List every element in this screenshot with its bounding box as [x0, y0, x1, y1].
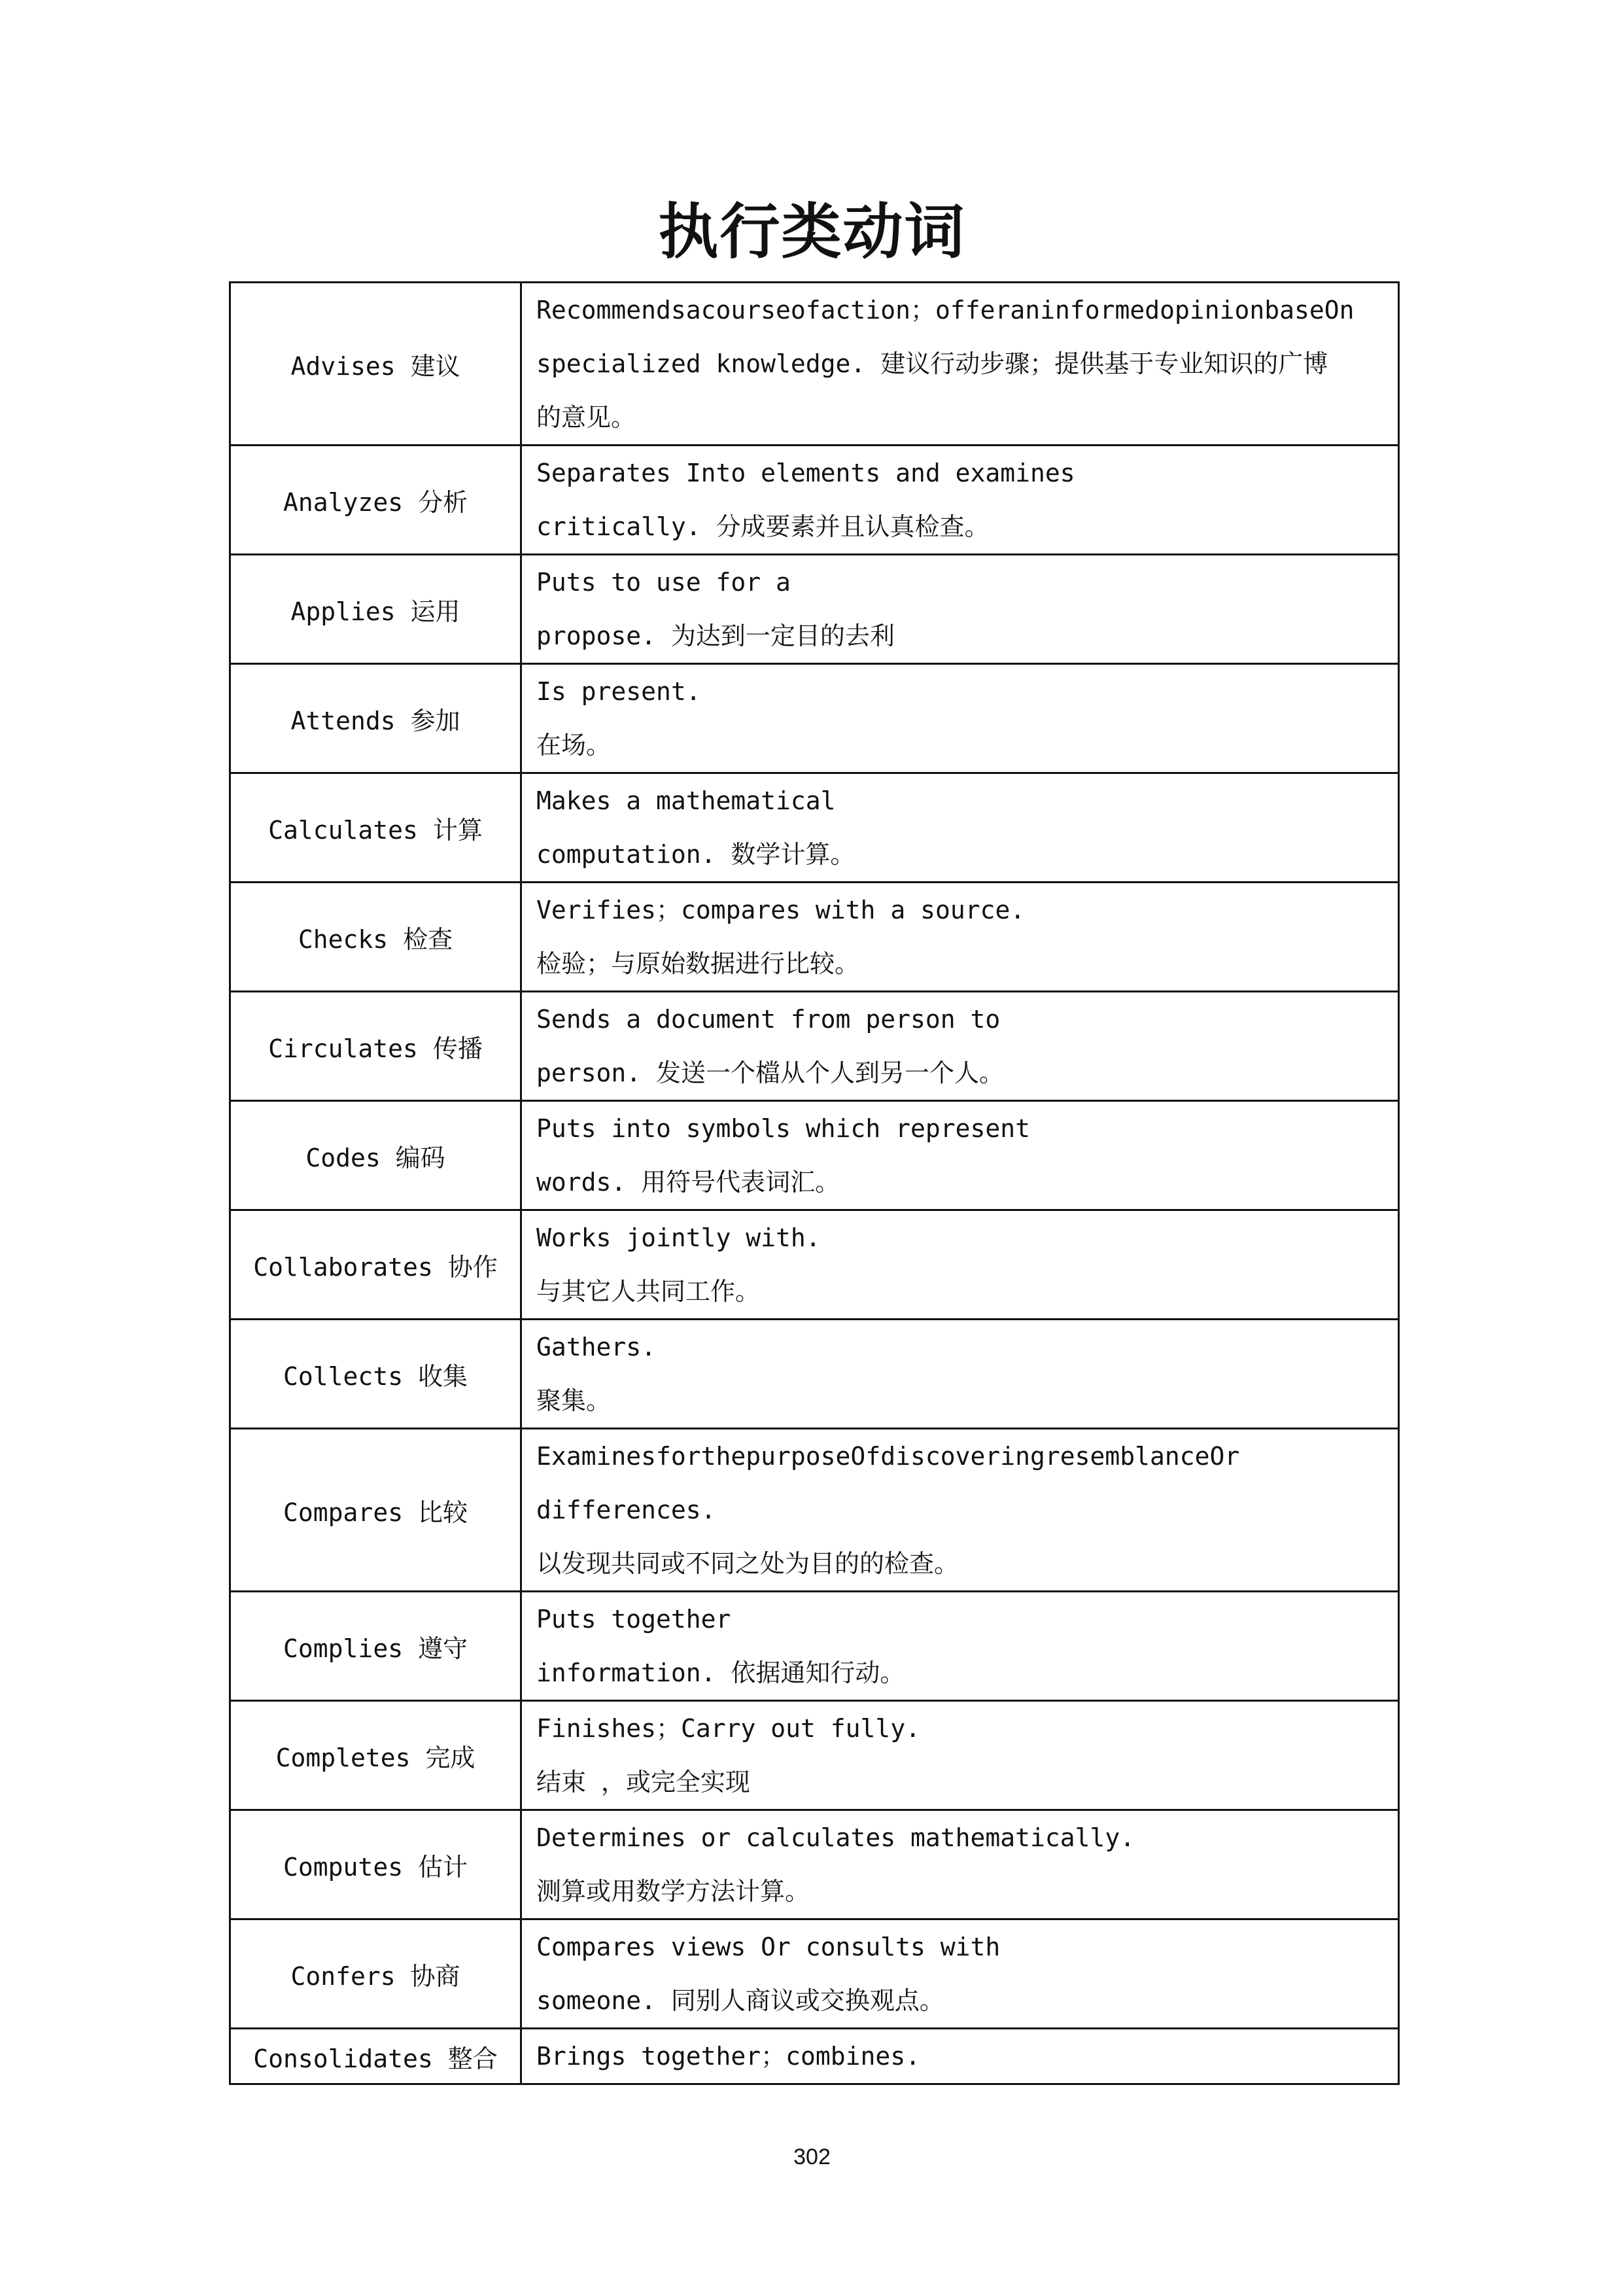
- definition-line: Is present.: [536, 677, 701, 706]
- verb-term: Advises 建议: [230, 283, 521, 446]
- verb-term: Completes 完成: [230, 1701, 521, 1810]
- verb-definition: [521, 1320, 1399, 1429]
- verb-term: Circulates 传播: [230, 992, 521, 1101]
- table-row: [230, 1210, 1399, 1320]
- table-row: [230, 664, 1399, 773]
- definition-line: Puts to use for a: [536, 568, 791, 597]
- verb-term: Applies 运用: [230, 555, 521, 664]
- definition-line: 结束 ，或完全实现: [536, 1768, 750, 1796]
- definition-line: 检验；与原始数据进行比较。: [536, 949, 860, 978]
- table-row: [230, 1810, 1399, 1919]
- verb-term: Complies 遵守: [230, 1592, 521, 1701]
- definition-line: Brings together；combines.: [536, 2042, 921, 2071]
- table-row: [230, 1919, 1399, 2029]
- verb-definition: [521, 664, 1399, 773]
- definition-line: Puts into symbols which represent: [536, 1114, 1030, 1143]
- verb-term: Collects 收集: [230, 1320, 521, 1429]
- table-row: [230, 1592, 1399, 1701]
- definition-line: words. 用符号代表词汇。: [536, 1168, 840, 1197]
- definition-line: 与其它人共同工作。: [536, 1277, 761, 1306]
- definition-line: Determines or calculates mathematically.: [536, 1823, 1135, 1852]
- table-row: [230, 283, 1399, 446]
- definition-line: Verifies；compares with a source.: [536, 896, 1026, 924]
- verb-term: Codes 编码: [230, 1101, 521, 1210]
- table-row: [230, 1701, 1399, 1810]
- definition-line: 的意见。: [536, 403, 636, 432]
- definition-line: 聚集。: [536, 1386, 612, 1415]
- definition-line: Separates Into elements and examines: [536, 459, 1075, 487]
- table-row: [230, 1101, 1399, 1210]
- verb-definition: [521, 1210, 1399, 1320]
- verb-table-body: [230, 283, 1399, 2084]
- verb-term: Computes 估计: [230, 1810, 521, 1919]
- verb-definition: [521, 773, 1399, 883]
- verb-term: Calculates 计算: [230, 773, 521, 883]
- definition-line: 以发现共同或不同之处为目的的检查。: [536, 1549, 959, 1578]
- definition-line: someone. 同别人商议或交换观点。: [536, 1986, 944, 2015]
- table-row: [230, 992, 1399, 1101]
- definition-line: 测算或用数学方法计算。: [536, 1877, 810, 1906]
- verb-term: Consolidates 整合: [230, 2029, 521, 2084]
- verb-definition: [521, 1429, 1399, 1592]
- verb-definition: [521, 1810, 1399, 1919]
- definition-line: specialized knowledge. 建议行动步骤；提供基于专业知识的广博: [536, 349, 1328, 378]
- definition-line: Compares views Or consults with: [536, 1933, 1001, 1961]
- verb-term: Collaborates 协作: [230, 1210, 521, 1320]
- verb-definition: [521, 1701, 1399, 1810]
- definition-line: Recommendsacourseofaction；offeraninformedopinionbaseOn: [536, 296, 1355, 324]
- table-row: [230, 555, 1399, 664]
- definition-line: Finishes；Carry out fully.: [536, 1714, 921, 1743]
- verb-table: [229, 281, 1400, 2085]
- definition-line: ExaminesforthepurposeOfdiscoveringresemblanceOr: [536, 1442, 1240, 1471]
- verb-definition: [521, 2029, 1399, 2084]
- definition-line: Works jointly with.: [536, 1223, 821, 1252]
- definition-line: critically. 分成要素并且认真检查。: [536, 512, 990, 541]
- page-number: 302: [793, 2145, 831, 2169]
- verb-term: Confers 协商: [230, 1919, 521, 2029]
- verb-term: Checks 检查: [230, 883, 521, 992]
- table-row: [230, 773, 1399, 883]
- definition-line: Makes a mathematical: [536, 786, 836, 815]
- definition-line: person. 发送一个檔从个人到另一个人。: [536, 1059, 1005, 1087]
- verb-term: Compares 比较: [230, 1429, 521, 1592]
- verb-definition: [521, 1101, 1399, 1210]
- table-row: [230, 1320, 1399, 1429]
- verb-term: Attends 参加: [230, 664, 521, 773]
- verb-definition: [521, 555, 1399, 664]
- definition-line: propose. 为达到一定目的去利: [536, 622, 895, 650]
- definition-line: Sends a document from person to: [536, 1005, 1001, 1034]
- definition-line: 在场。: [536, 731, 612, 760]
- verb-definition: [521, 283, 1399, 446]
- page-title: 执行类动词: [658, 197, 966, 267]
- verb-definition: [521, 1919, 1399, 2029]
- definition-line: information. 依据通知行动。: [536, 1658, 905, 1687]
- table-row: [230, 883, 1399, 992]
- table-row: [230, 2029, 1399, 2084]
- verb-definition: [521, 1592, 1399, 1701]
- definition-line: Puts together: [536, 1605, 731, 1634]
- definition-line: Gathers.: [536, 1333, 657, 1361]
- verb-term: Analyzes 分析: [230, 446, 521, 555]
- table-row: [230, 446, 1399, 555]
- verb-definition: [521, 992, 1399, 1101]
- verb-definition: [521, 446, 1399, 555]
- definition-line: differences.: [536, 1496, 716, 1524]
- table-row: [230, 1429, 1399, 1592]
- definition-line: computation. 数学计算。: [536, 840, 855, 869]
- verb-definition: [521, 883, 1399, 992]
